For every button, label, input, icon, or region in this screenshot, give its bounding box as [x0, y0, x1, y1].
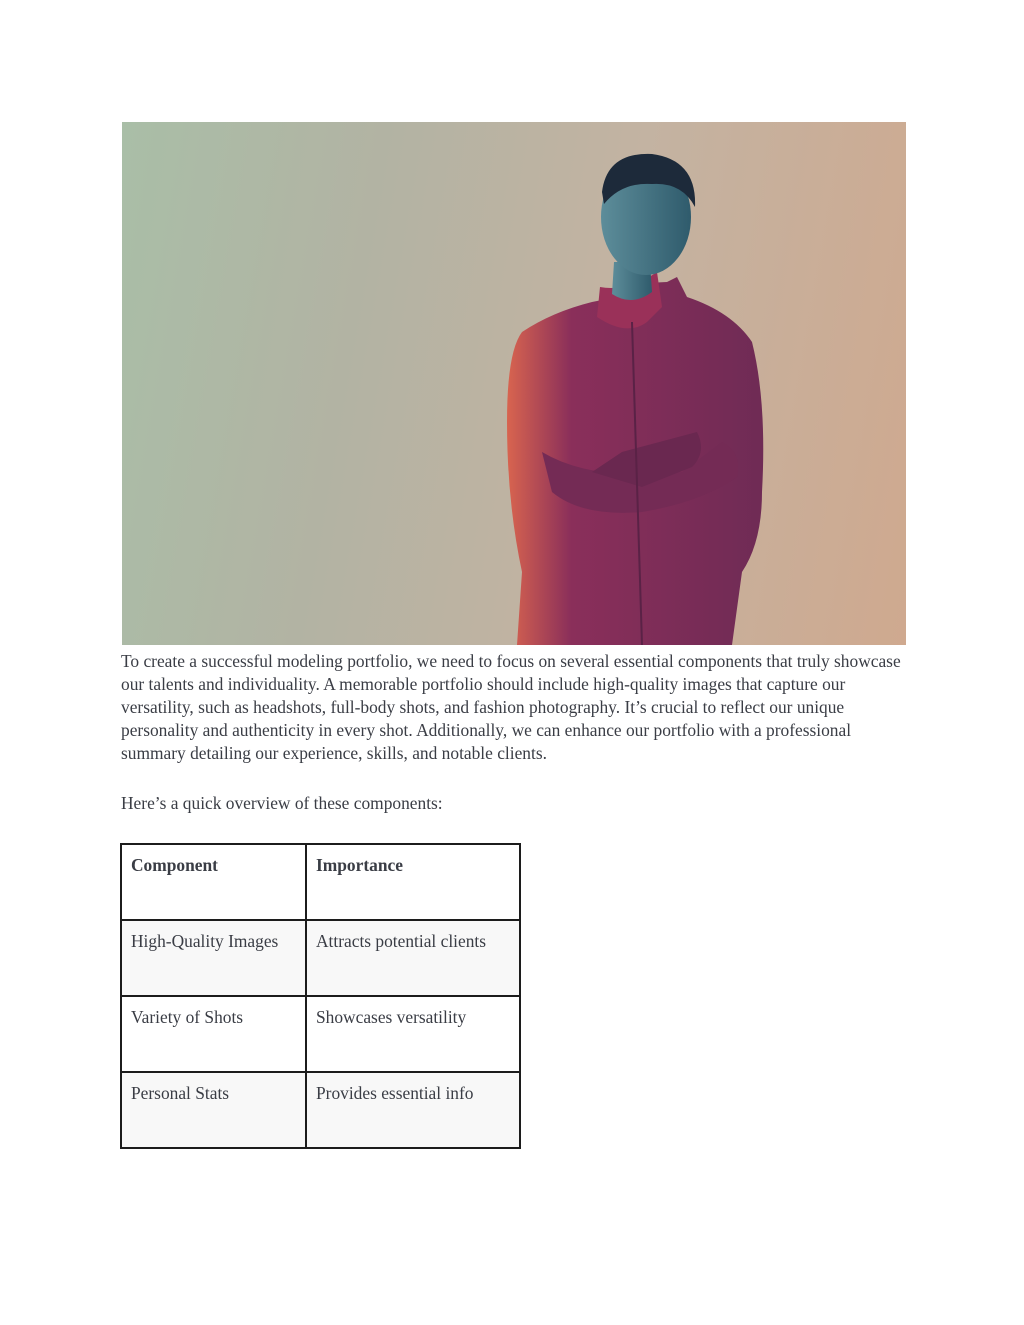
body-paragraph: To create a successful modeling portfolio, we need to focus on several essential components that truly showcase our talents and individuality. A memorable portfolio should include high-quality images that capture our versatility, such as headshots, full-body shots, and fashion photography. It’s crucial to reflect our unique personality and authenticity in every shot. Additionally, we can enhance our portfolio with a professional summary detailing our experience, skills, and notable clients. [121, 651, 901, 763]
table-header-row [121, 844, 520, 920]
components-table [120, 843, 521, 1149]
header-importance: Importance [306, 844, 520, 920]
cell-importance: Attracts potential clients [306, 920, 520, 996]
header-component: Component [121, 844, 306, 920]
table-row [121, 996, 520, 1072]
cell-importance: Showcases versatility [306, 996, 520, 1072]
cell-component: Personal Stats [121, 1072, 306, 1148]
hero-image [122, 122, 906, 645]
cell-component: High-Quality Images [121, 920, 306, 996]
table-row [121, 920, 520, 996]
model-photo-illustration [122, 122, 906, 645]
cell-component: Variety of Shots [121, 996, 306, 1072]
cell-importance: Provides essential info [306, 1072, 520, 1148]
table-row [121, 1072, 520, 1148]
table-intro-text: Here’s a quick overview of these components: [121, 793, 443, 813]
